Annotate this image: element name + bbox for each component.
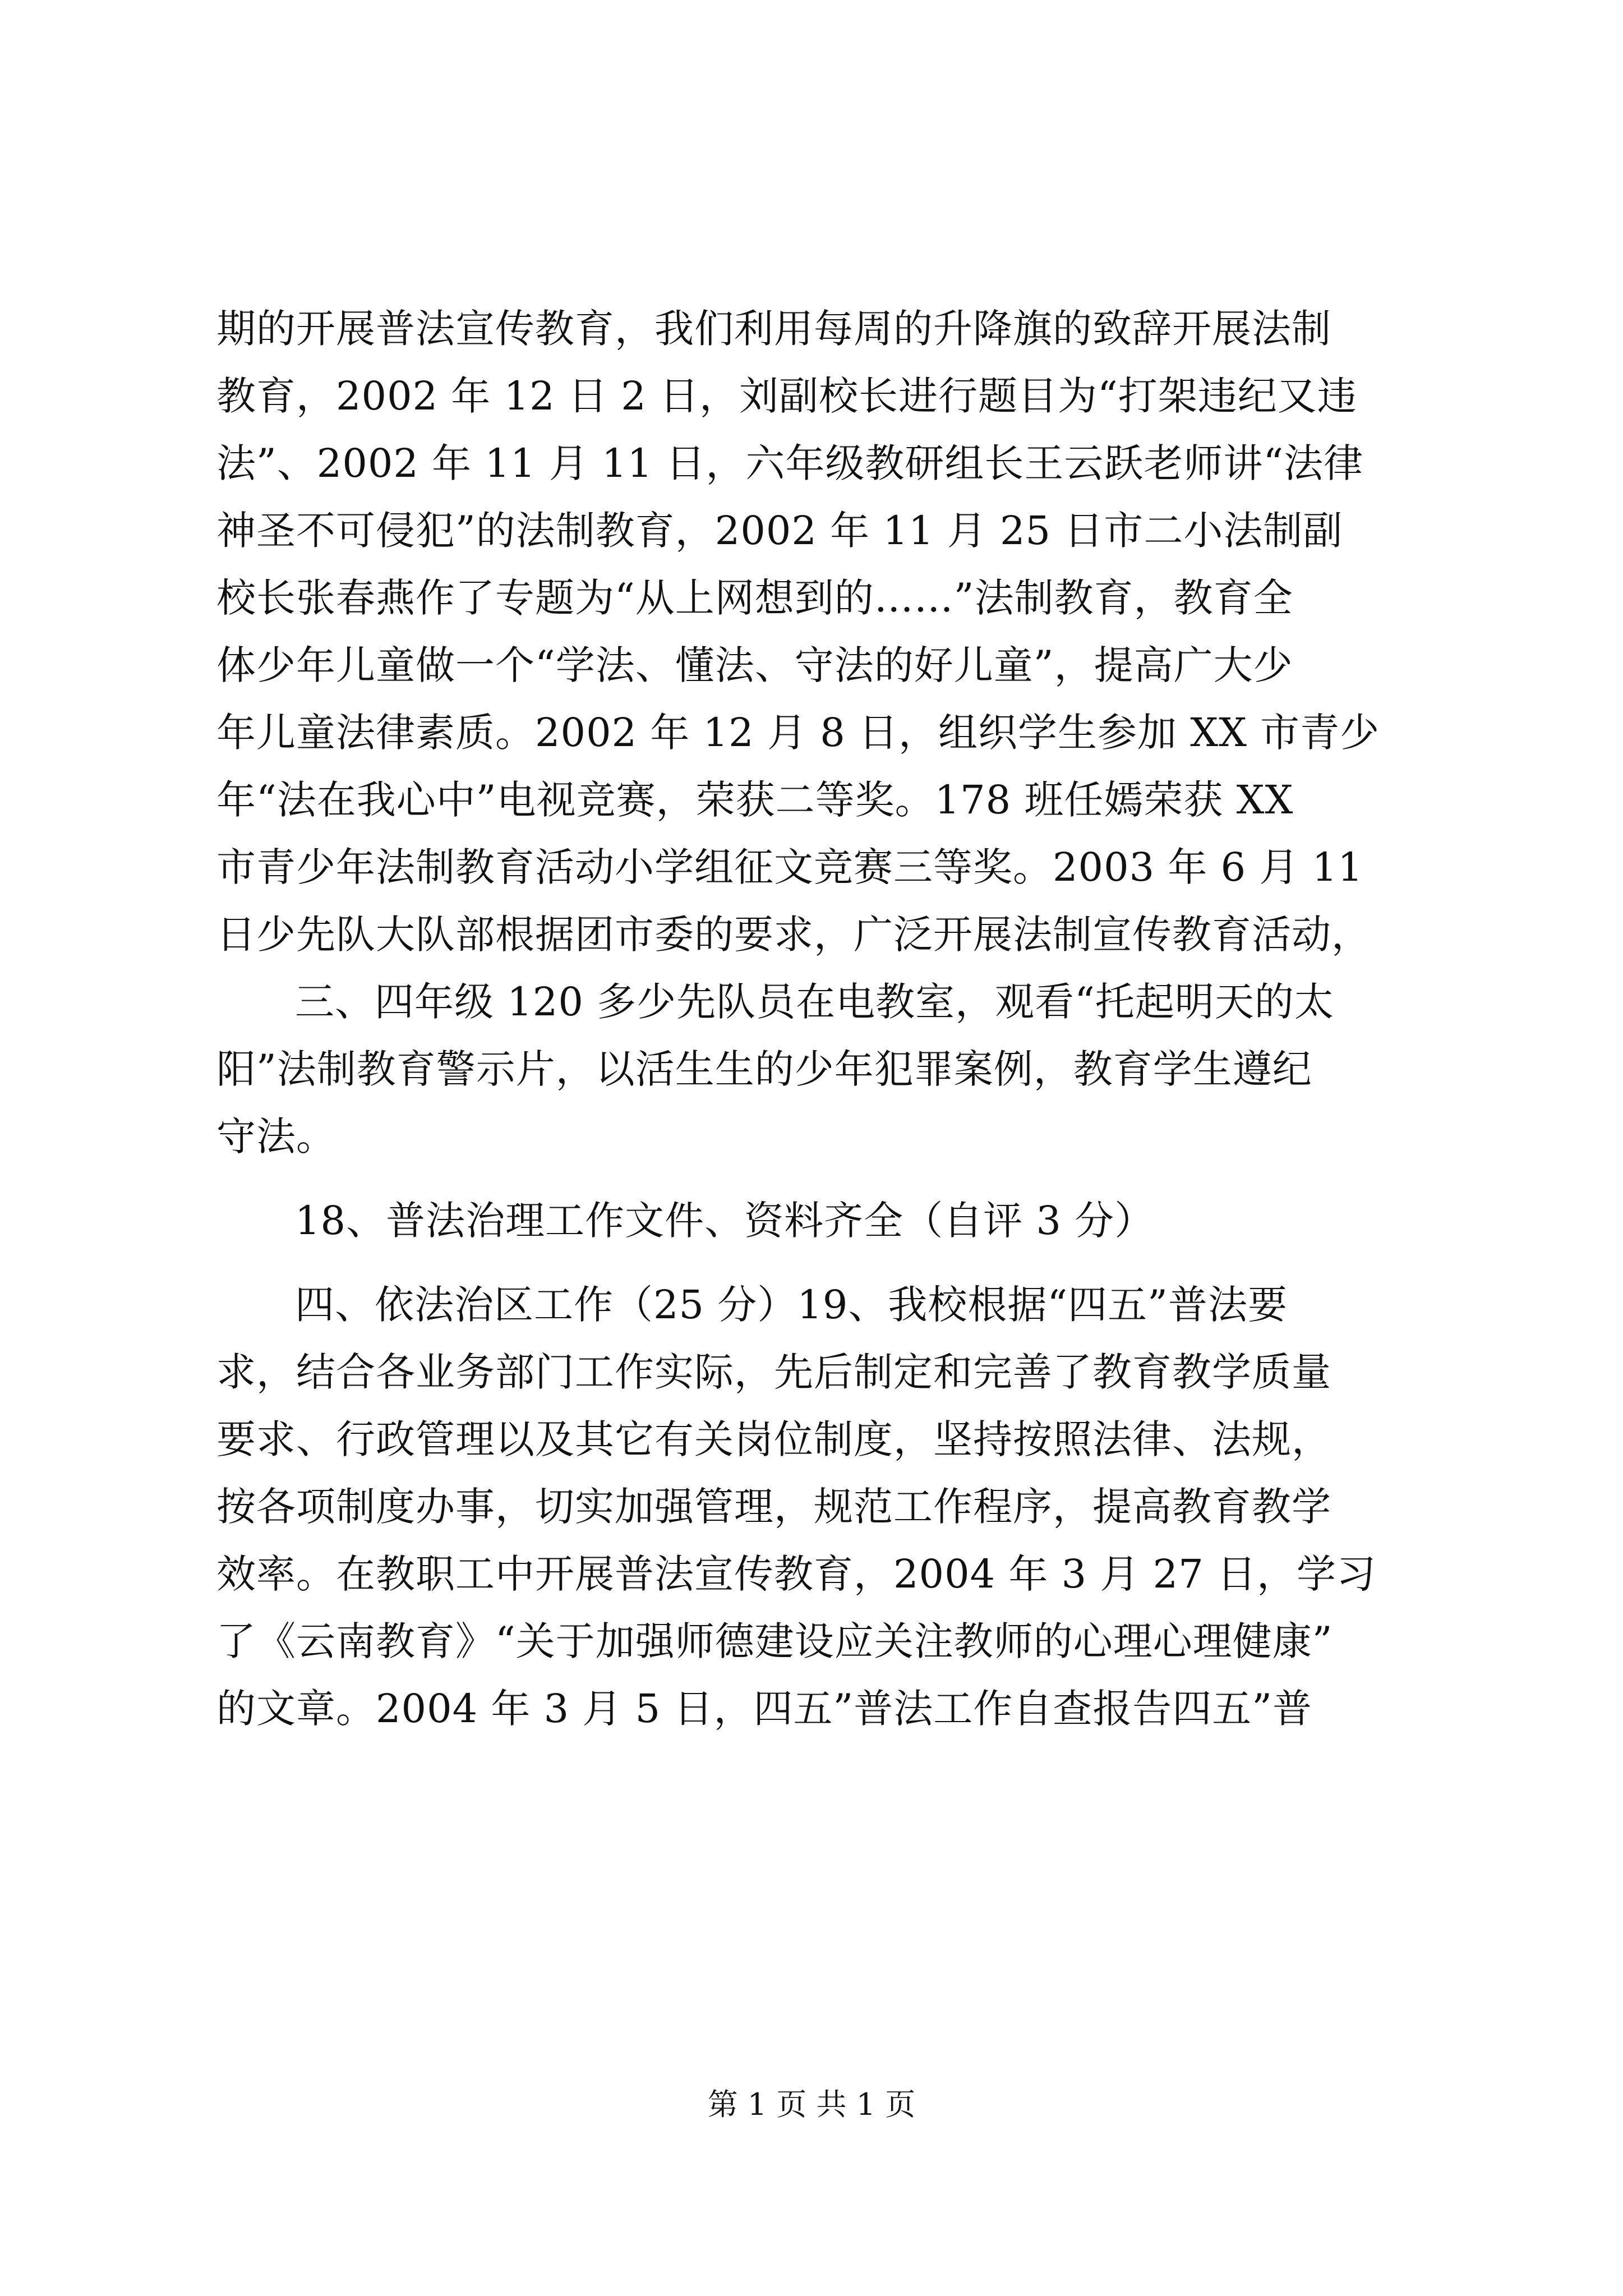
text-line: 日少先队大队部根据团市委的要求，广泛开展法制宣传教育活动，	[216, 912, 1371, 958]
text-line: 体少年儿童做一个“学法、懂法、守法的好儿童”，提高广大少	[216, 642, 1293, 688]
text-line: 了《云南教育》“关于加强师德建设应关注教师的心理心理健康”	[216, 1618, 1333, 1664]
text-line: 三、四年级 120 多少先队员在电教室，观看“托起明天的太	[295, 979, 1334, 1025]
text-line: 年“法在我心中”电视竞赛，荣获二等奖。178 班任嫣荣获 XX	[216, 777, 1294, 823]
text-line: 年儿童法律素质。2002 年 12 月 8 日，组织学生参加 XX 市青少	[216, 710, 1380, 756]
text-line: 校长张春燕作了专题为“从上网想到的……”法制教育，教育全	[216, 575, 1293, 621]
text-line: 期的开展普法宣传教育，我们利用每周的升降旗的致辞开展法制	[216, 306, 1331, 352]
page-number-footer: 第 1 页 共 1 页	[707, 2087, 916, 2122]
text-line: 法”、2002 年 11 月 11 日，六年级教研组长王云跃老师讲“法律	[216, 440, 1364, 486]
text-line: 18、普法治理工作文件、资料齐全（自评 3 分）	[295, 1198, 1155, 1244]
text-line: 神圣不可侵犯”的法制教育，2002 年 11 月 25 日市二小法制副	[216, 508, 1343, 554]
text-line: 的文章。2004 年 3 月 5 日，四五”普法工作自查报告四五”普	[216, 1686, 1313, 1732]
text-line: 效率。在教职工中开展普法宣传教育，2004 年 3 月 27 日，学习	[216, 1551, 1377, 1597]
text-line: 教育，2002 年 12 日 2 日，刘副校长进行题目为“打架违纪又违	[216, 373, 1357, 419]
text-line: 四、依法治区工作（25 分）19、我校根据“四五”普法要	[295, 1282, 1288, 1328]
text-line: 阳”法制教育警示片，以活生生的少年犯罪案例，教育学生遵纪	[216, 1046, 1312, 1092]
text-line: 守法。	[216, 1114, 336, 1159]
text-line: 按各项制度办事，切实加强管理，规范工作程序，提高教育教学	[216, 1484, 1331, 1530]
text-line: 求，结合各业务部门工作实际，先后制定和完善了教育教学质量	[216, 1349, 1331, 1395]
text-line: 市青少年法制教育活动小学组征文竞赛三等奖。2003 年 6 月 11	[216, 844, 1363, 890]
text-line: 要求、行政管理以及其它有关岗位制度，坚持按照法律、法规，	[216, 1416, 1331, 1462]
